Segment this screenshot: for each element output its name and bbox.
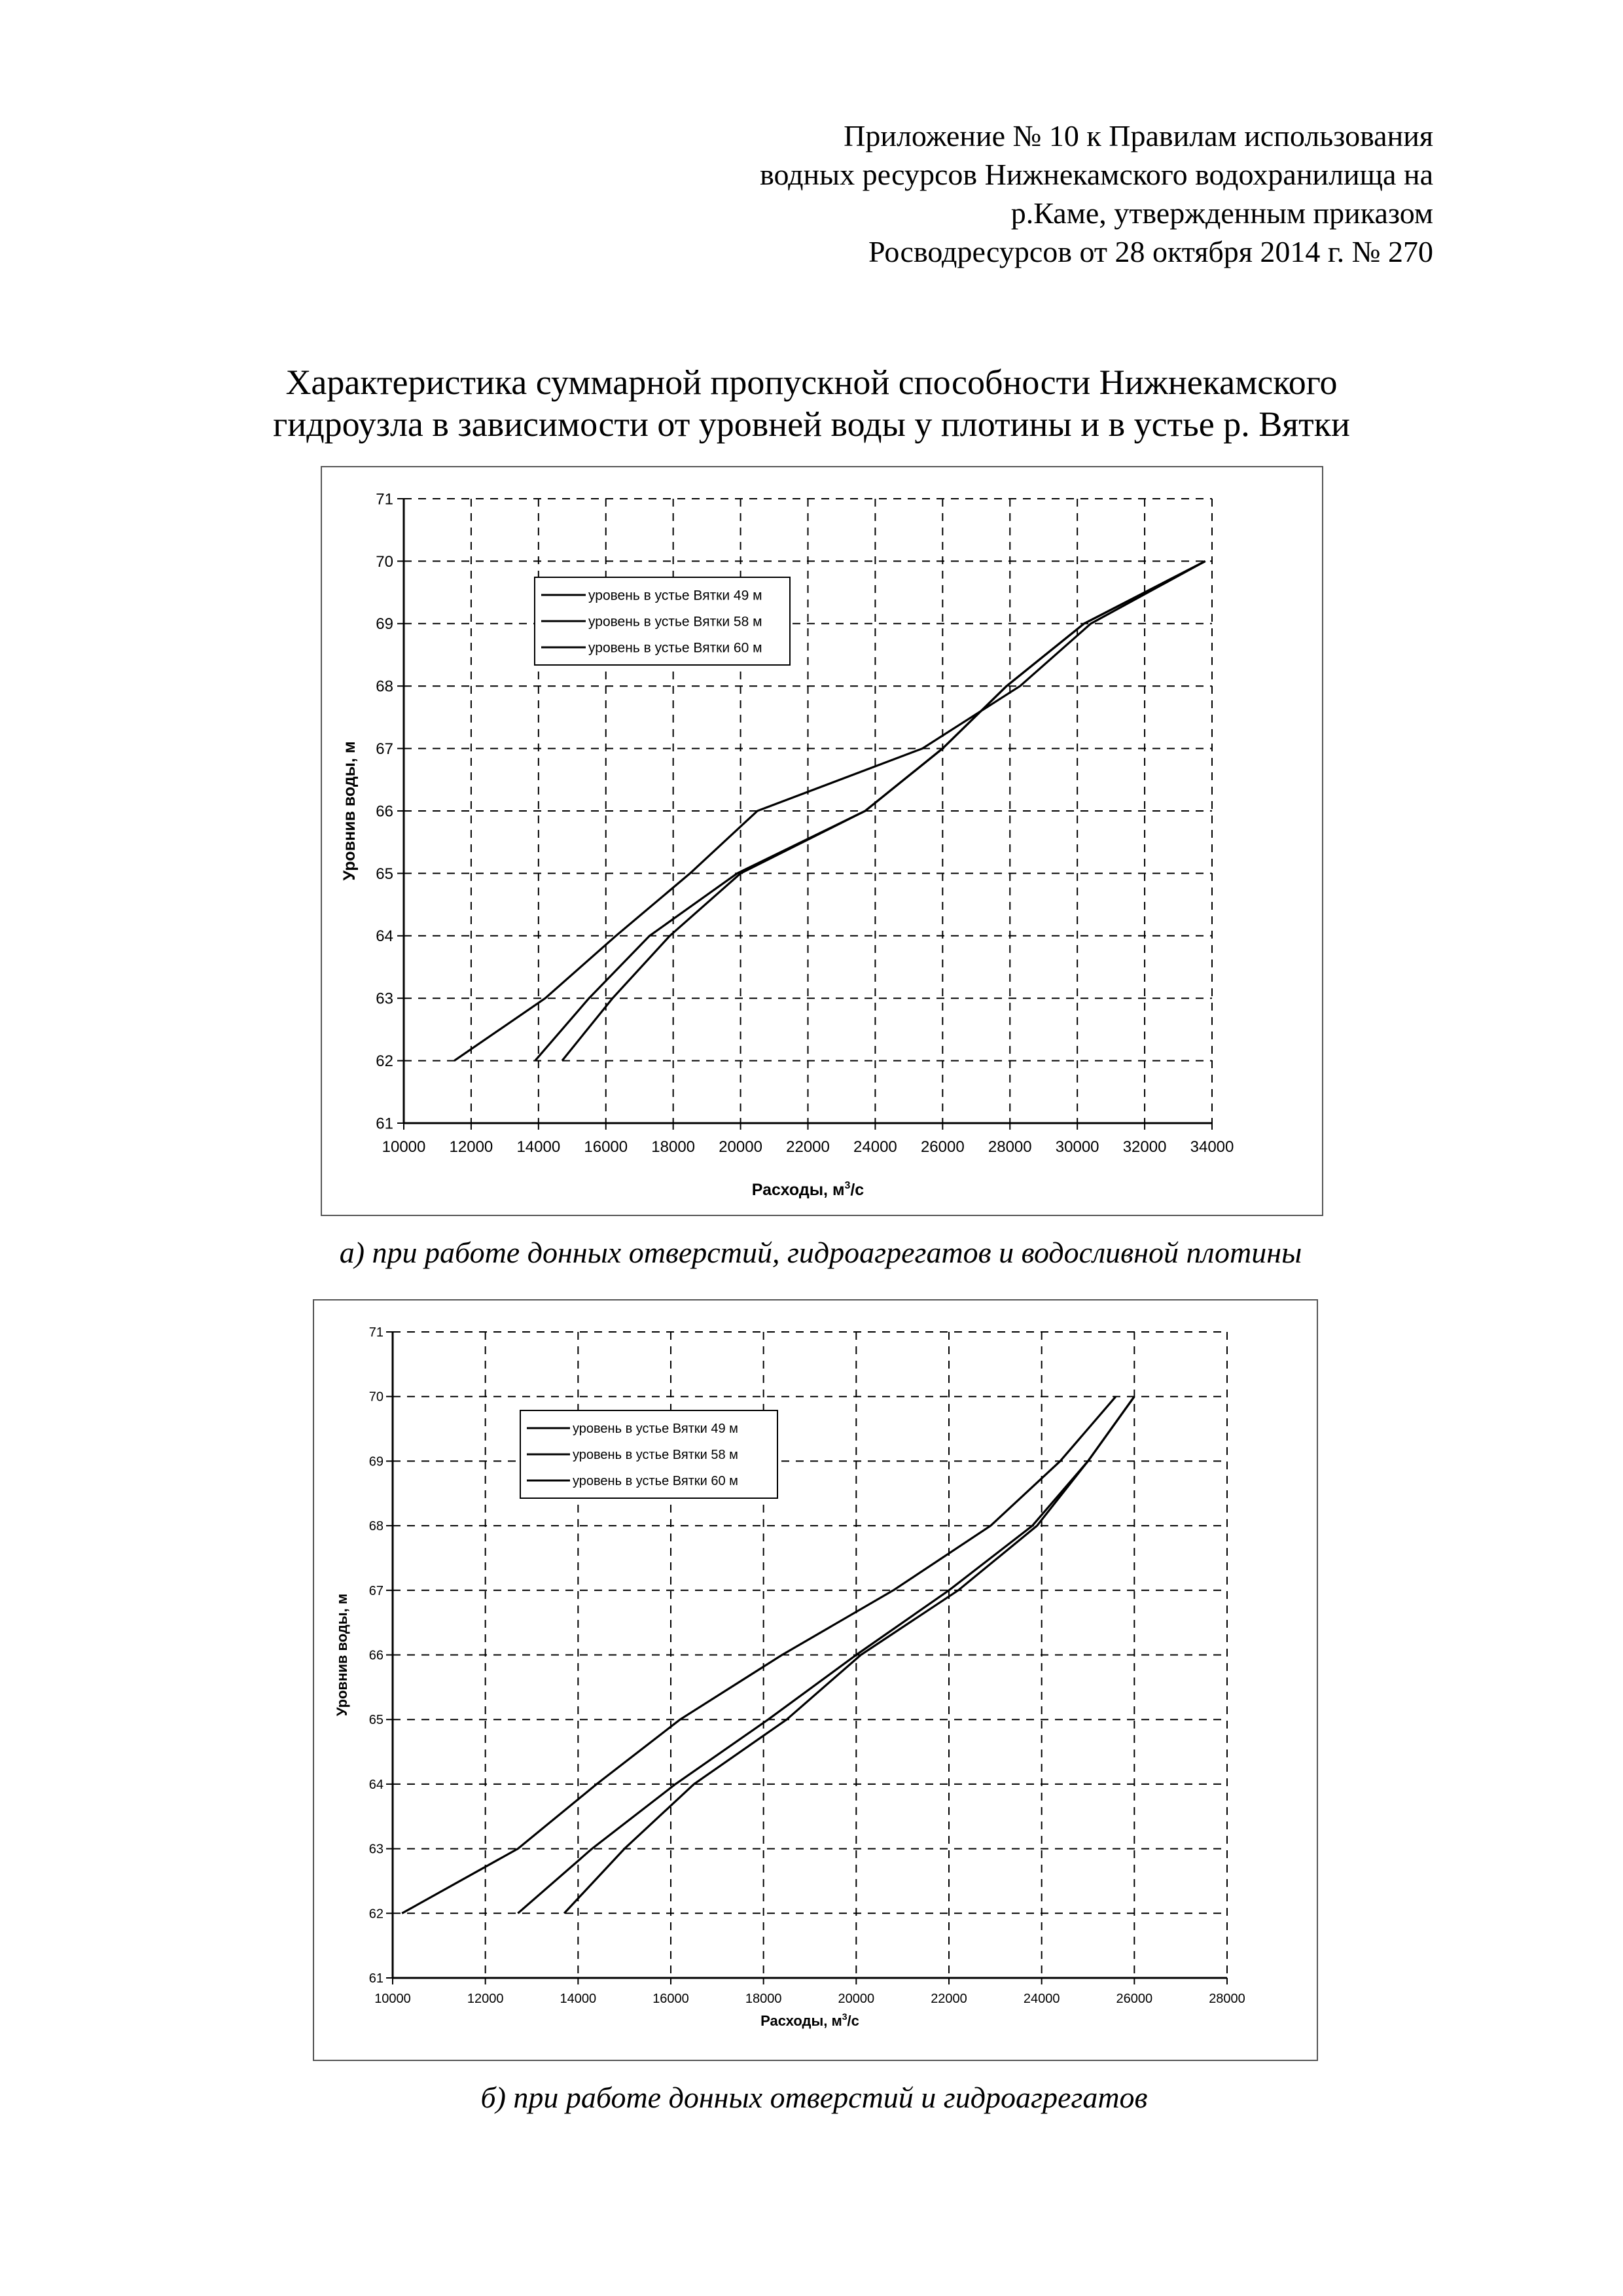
chart-a-y-tick-label: 64 — [376, 927, 393, 946]
chart-a-y-tick-label: 61 — [376, 1115, 393, 1133]
chart-b — [314, 1300, 1317, 2060]
chart-a-legend-label: уровень в устье Вятки 58 м — [588, 614, 762, 630]
chart-b-legend-label: уровень в устье Вятки 58 м — [573, 1448, 738, 1462]
chart-a-y-tick-label: 69 — [376, 615, 393, 634]
chart-a-y-tick-label: 68 — [376, 677, 393, 696]
chart-a-y-tick-label: 65 — [376, 865, 393, 883]
chart-b-x-tick-label: 26000 — [1116, 1992, 1153, 2006]
chart-a-x-tick-label: 14000 — [516, 1138, 561, 1156]
chart-b-grid — [393, 1332, 1227, 1978]
chart-a-x-tick-label: 20000 — [719, 1138, 762, 1156]
chart-b-y-tick-label: 62 — [368, 1907, 383, 1922]
chart-b-x-axis-label: Расходы, $м^3/с$ — [760, 2011, 859, 2029]
chart-b-x-tick-label: 16000 — [652, 1992, 689, 2006]
chart-b-x-tick-label: 28000 — [1209, 1992, 1245, 2006]
chart-a-y-tick-label: 70 — [376, 552, 393, 571]
chart-b-x-tick-label: 24000 — [1023, 1992, 1060, 2006]
chart-b-y-tick-label: 64 — [368, 1777, 383, 1792]
annex-line: р.Каме, утвержденным приказом — [1010, 196, 1433, 230]
chart-a-x-tick-label: 18000 — [651, 1138, 696, 1156]
chart-a-frame — [321, 466, 1323, 1216]
chart-a-y-tick-label: 62 — [376, 1052, 393, 1070]
chart-a-x-tick-label: 34000 — [1190, 1138, 1234, 1156]
chart-b-y-tick-label: 71 — [368, 1325, 383, 1340]
annex-header — [582, 117, 1433, 271]
chart-a-x-tick-label: 12000 — [449, 1138, 493, 1156]
document-title — [196, 361, 1427, 445]
chart-b-x-tick-label: 14000 — [560, 1992, 597, 2006]
chart-b-y-tick-label: 67 — [368, 1583, 383, 1598]
chart-b-legend-label: уровень в устье Вятки 60 м — [573, 1474, 738, 1488]
chart-b-x-tick-label: 20000 — [838, 1992, 875, 2006]
chart-b-x-tick-label: 12000 — [467, 1992, 504, 2006]
chart-a-caption: а) при работе донных отверстий, гидроагрегатов и водосливной плотины — [339, 1236, 1302, 1269]
chart-a-x-tick-label: 30000 — [1055, 1138, 1099, 1156]
title-line-1: Характеристика суммарной пропускной способности Нижнекамского — [285, 363, 1338, 402]
chart-b-legend — [520, 1410, 777, 1498]
chart-a-x-tick-label: 28000 — [988, 1138, 1032, 1156]
chart-a-legend — [535, 577, 790, 665]
chart-b-y-tick-label: 65 — [368, 1713, 383, 1728]
chart-a — [322, 467, 1322, 1215]
chart-a-y-tick-label: 67 — [376, 740, 393, 758]
chart-b-x-tick-label: 10000 — [374, 1992, 411, 2006]
chart-a-y-tick-label: 71 — [376, 490, 393, 509]
chart-a-x-tick-label: 24000 — [853, 1138, 897, 1156]
chart-a-grid — [404, 499, 1212, 1123]
title-line-2: гидроузла в зависимости от уровней воды у плотины и в устье р. Вятки — [273, 404, 1350, 444]
chart-a-x-axis-label: Расходы, $м^3/с$ — [751, 1180, 865, 1199]
chart-b-y-axis-label: Уровнив воды, м — [334, 1593, 350, 1717]
chart-b-y-tick-label: 61 — [368, 1971, 383, 1986]
chart-b-ticks — [369, 1325, 1245, 2006]
chart-a-y-tick-label: 63 — [376, 990, 393, 1008]
chart-a-x-tick-label: 10000 — [382, 1138, 426, 1156]
chart-b-y-tick-label: 68 — [368, 1519, 383, 1534]
chart-b-caption: б) при работе донных отверстий и гидроагрегатов — [480, 2081, 1148, 2114]
annex-line: водных ресурсов Нижнекамского водохранилища на — [760, 158, 1433, 191]
chart-a-legend-label: уровень в устье Вятки 49 м — [588, 588, 762, 603]
chart-a-x-tick-label: 16000 — [584, 1138, 628, 1156]
chart-a-legend-label: уровень в устье Вятки 60 м — [588, 640, 762, 656]
annex-line: Росводресурсов от 28 октября 2014 г. № 270 — [868, 235, 1433, 268]
annex-line: Приложение № 10 к Правилам использования — [844, 119, 1433, 152]
chart-a-x-tick-label: 22000 — [786, 1138, 830, 1156]
chart-b-x-tick-label: 18000 — [745, 1992, 782, 2006]
chart-a-x-tick-label: 26000 — [920, 1138, 965, 1156]
chart-b-y-tick-label: 66 — [368, 1648, 383, 1663]
chart-a-y-tick-label: 66 — [376, 802, 393, 821]
chart-b-x-tick-label: 22000 — [931, 1992, 967, 2006]
chart-b-y-tick-label: 63 — [368, 1842, 383, 1857]
chart-a-ticks — [376, 490, 1234, 1156]
chart-b-frame — [313, 1299, 1318, 2061]
chart-a-x-tick-label: 32000 — [1122, 1138, 1167, 1156]
chart-b-legend-label: уровень в устье Вятки 49 м — [573, 1422, 738, 1436]
chart-b-y-tick-label: 69 — [368, 1454, 383, 1469]
chart-b-y-tick-label: 70 — [368, 1390, 383, 1405]
chart-a-y-axis-label: Уровнив воды, м — [340, 741, 359, 881]
